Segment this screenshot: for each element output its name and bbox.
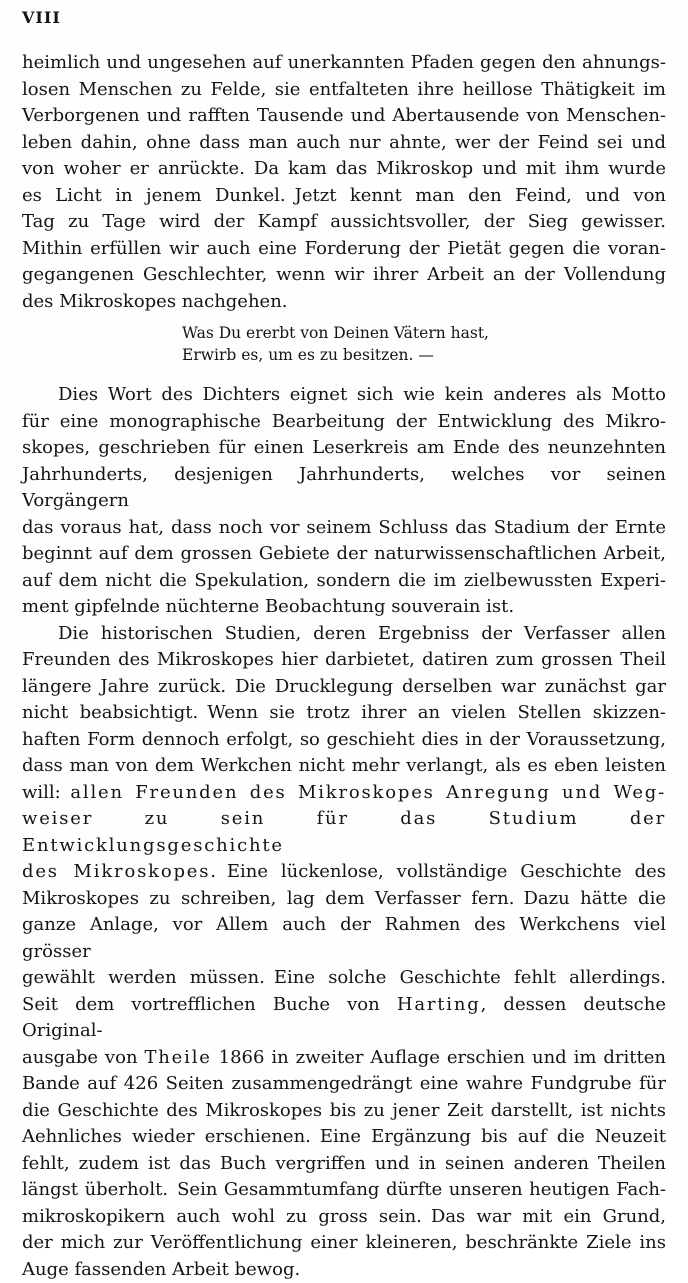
text-line	[22, 1177, 666, 1204]
text-segment: der mich zur Veröffentlichung einer kleineren, beschränkte Ziele ins	[22, 1232, 666, 1253]
text-segment: die Geschichte des Mikroskopes bis zu jener Zeit darstellt, ist nichts	[22, 1100, 666, 1121]
text-line	[22, 912, 666, 965]
text-line	[22, 1045, 666, 1072]
text-segment: Mikroskopes zu schreiben, lag dem Verfasser fern. Dazu hätte die	[22, 888, 666, 909]
text-line	[22, 647, 666, 674]
text-line	[22, 621, 666, 648]
text-line	[22, 77, 666, 104]
paragraph	[22, 621, 666, 1283]
text-line	[22, 992, 666, 1045]
letterspaced-emphasis: Theile	[144, 1047, 211, 1068]
text-line	[22, 1257, 666, 1283]
text-line	[22, 515, 666, 542]
text-segment: leben dahin, ohne dass man auch nur ahnte, wer der Feind sei und	[22, 132, 666, 153]
text-line	[22, 156, 666, 183]
text-segment: Mithin erfüllen wir auch eine Forderung der Pietät gegen die voran-	[22, 238, 666, 259]
text-line	[22, 674, 666, 701]
letterspaced-emphasis: des Mikroskopes.	[22, 861, 218, 882]
text-segment: mikroskopikern auch wohl zu gross sein. Das war mit ein Grund,	[22, 1206, 666, 1227]
text-line	[22, 780, 666, 807]
text-line	[22, 130, 666, 157]
text-line	[182, 344, 666, 366]
text-segment: längere Jahre zurück. Die Drucklegung derselben war zunächst gar	[22, 676, 666, 697]
verse-quote	[22, 322, 666, 366]
text-segment: ganze Anlage, vor Allem auch der Rahmen des Werkchens viel grösser	[22, 914, 666, 962]
text-line	[22, 1124, 666, 1151]
text-line	[22, 753, 666, 780]
text-line	[22, 462, 666, 515]
text-segment: Erwirb es, um es zu besitzen. —	[182, 346, 434, 364]
text-segment: Jahrhunderts, desjenigen Jahrhunderts, welches vor seinen Vorgängern	[22, 464, 666, 512]
text-line	[22, 382, 666, 409]
text-line	[22, 262, 666, 289]
text-segment: von woher er anrückte. Da kam das Mikroskop und mit ihm wurde	[22, 158, 666, 179]
page-text-block	[22, 50, 666, 1283]
text-segment: Auge fassenden Arbeit bewog.	[22, 1259, 300, 1280]
text-segment: 1866 in zweiter Auflage erschien und im dritten	[212, 1047, 666, 1068]
paragraph	[22, 50, 666, 315]
text-segment: das voraus hat, dass noch vor seinem Schluss das Stadium der Ernte	[22, 517, 666, 538]
text-segment: heimlich und ungesehen auf unerkannten Pfaden gegen den ahnungs-	[22, 52, 666, 73]
text-segment: nicht beabsichtigt. Wenn sie trotz ihrer an vielen Stellen skizzen-	[22, 702, 666, 723]
text-line	[22, 859, 666, 886]
text-segment: Freunden des Mikroskopes hier darbietet, datiren zum grossen Theil	[22, 649, 666, 670]
text-segment: dass man von dem Werkchen nicht mehr verlangt, als es eben leisten	[22, 755, 666, 776]
letterspaced-emphasis: allen Freunden des Mikroskopes Anregung und Weg-	[70, 782, 666, 803]
text-segment: des Mikroskopes nachgehen.	[22, 291, 288, 312]
text-line	[22, 1098, 666, 1125]
letterspaced-emphasis: weiser zu sein für das Studium der Entwicklungsgeschichte	[22, 808, 666, 856]
text-line	[22, 236, 666, 263]
text-line	[22, 568, 666, 595]
text-line	[22, 806, 666, 859]
text-line	[22, 594, 666, 621]
text-line	[22, 1204, 666, 1231]
paragraph	[22, 382, 666, 621]
text-line	[22, 103, 666, 130]
text-line	[22, 727, 666, 754]
text-line	[22, 886, 666, 913]
text-segment: längst überholt. Sein Gesammtumfang dürfte unseren heutigen Fach-	[22, 1179, 666, 1200]
page-number: VIII	[22, 8, 61, 27]
text-line	[22, 209, 666, 236]
letterspaced-emphasis: Harting	[397, 994, 481, 1015]
text-segment: Seit dem vortrefflichen Buche von	[22, 994, 397, 1015]
text-segment: gegangenen Geschlechter, wenn wir ihrer Arbeit an der Vollendung	[22, 264, 666, 285]
text-segment: gewählt werden müssen. Eine solche Geschichte fehlt allerdings.	[22, 967, 666, 988]
text-segment: , dessen deutsche Original-	[22, 994, 666, 1042]
text-segment: fehlt, zudem ist das Buch vergriffen und in seinen anderen Theilen	[22, 1153, 666, 1174]
text-line	[22, 965, 666, 992]
text-line	[22, 541, 666, 568]
text-segment: Die historischen Studien, deren Ergebniss der Verfasser allen	[58, 623, 666, 644]
text-line	[22, 1230, 666, 1257]
text-segment: Verborgenen und rafften Tausende und Abertausende von Menschen-	[22, 105, 666, 126]
text-segment: losen Menschen zu Felde, sie entfalteten ihre heillose Thätigkeit im	[22, 79, 666, 100]
text-segment: für eine monographische Bearbeitung der Entwicklung des Mikro-	[22, 411, 666, 432]
text-segment: Bande auf 426 Seiten zusammengedrängt eine wahre Fundgrube für	[22, 1073, 666, 1094]
text-segment: Dies Wort des Dichters eignet sich wie kein anderes als Motto	[58, 384, 666, 405]
text-segment: beginnt auf dem grossen Gebiete der naturwissenschaftlichen Arbeit,	[22, 543, 666, 564]
text-line	[22, 435, 666, 462]
text-segment: Tag zu Tage wird der Kampf aussichtsvoller, der Sieg gewisser.	[22, 211, 666, 232]
text-segment: skopes, geschrieben für einen Leserkreis am Ende des neunzehnten	[22, 437, 666, 458]
text-segment: Eine lückenlose, vollständige Geschichte des	[218, 861, 666, 882]
text-segment: Aehnliches wieder erschienen. Eine Ergänzung bis auf die Neuzeit	[22, 1126, 666, 1147]
text-line	[182, 322, 666, 344]
text-segment: will:	[22, 782, 70, 803]
text-line	[22, 183, 666, 210]
text-line	[22, 289, 666, 316]
text-segment: ment gipfelnde nüchterne Beobachtung souverain ist.	[22, 596, 514, 617]
text-segment: es Licht in jenem Dunkel. Jetzt kennt man den Feind, und von	[22, 185, 666, 206]
text-line	[22, 1071, 666, 1098]
text-segment: auf dem nicht die Spekulation, sondern die im zielbewussten Experi-	[22, 570, 666, 591]
text-segment: haften Form dennoch erfolgt, so geschieht dies in der Voraussetzung,	[22, 729, 666, 750]
text-line	[22, 50, 666, 77]
text-line	[22, 409, 666, 436]
text-line	[22, 700, 666, 727]
text-segment: Was Du ererbt von Deinen Vätern hast,	[182, 324, 489, 342]
text-segment: ausgabe von	[22, 1047, 144, 1068]
text-line	[22, 1151, 666, 1178]
